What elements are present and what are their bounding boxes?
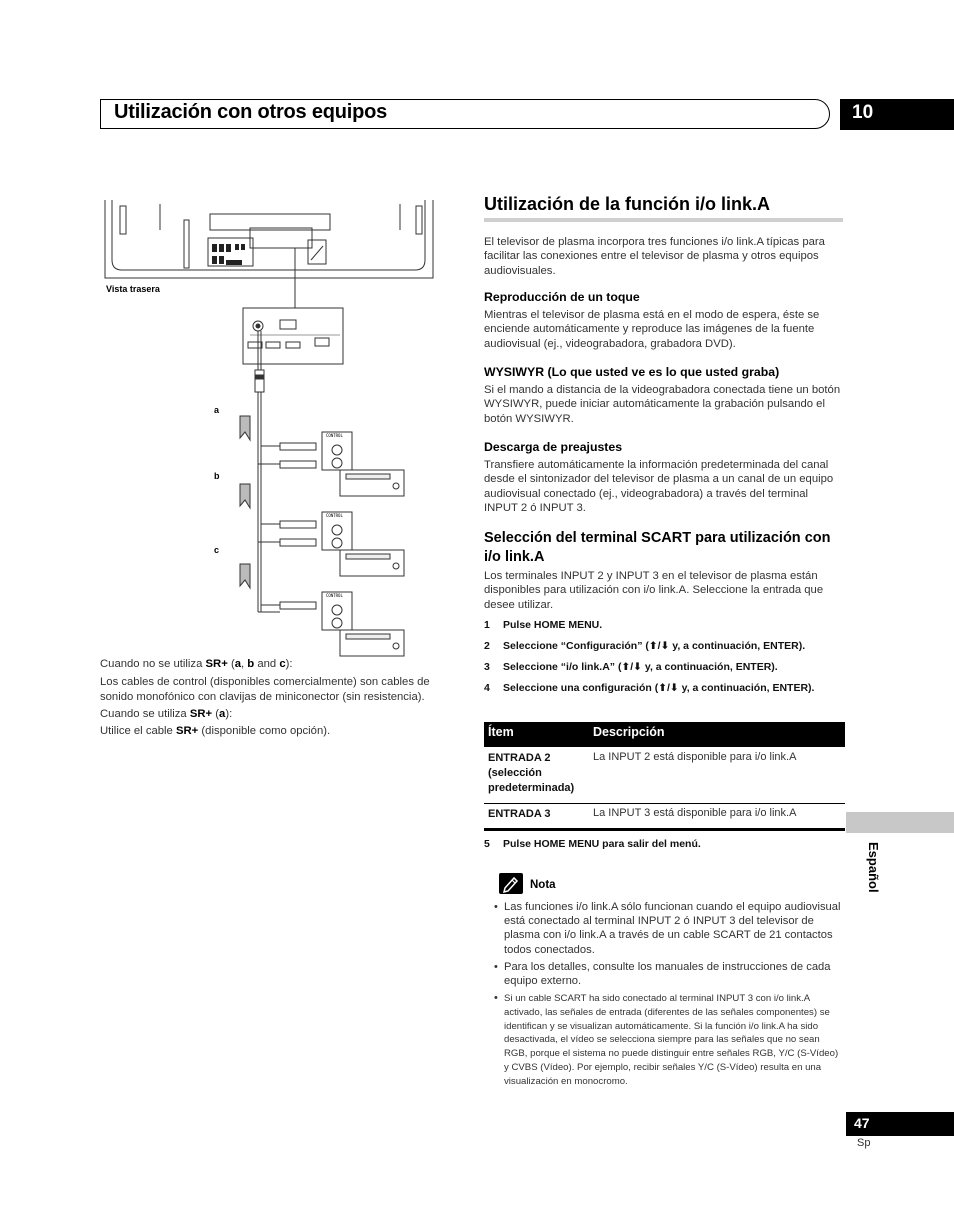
heading-scart-selection: Selección del terminal SCART para utilización con i/o link.A — [484, 530, 831, 565]
language-code: Sp — [857, 1137, 871, 1149]
table-row-2-desc: La INPUT 3 está disponible para i/o link.A — [593, 807, 797, 819]
tv-connectors — [212, 244, 245, 265]
pencil-icon — [499, 873, 523, 894]
chapter-title: Utilización con otros equipos — [114, 101, 388, 123]
table-header-item: Ítem — [488, 725, 514, 739]
bullet-dot: • — [494, 992, 498, 1004]
branch-a — [240, 416, 316, 468]
label-a: a — [214, 405, 220, 415]
label-c: c — [214, 545, 220, 555]
step-4: 4 Seleccione una configuración (⬆/⬇ y, a continuación, ENTER). — [484, 682, 815, 694]
rear-view-label: Vista trasera — [106, 284, 160, 294]
tv-rear-panel — [105, 200, 433, 278]
table-bottom-rule — [484, 828, 845, 831]
av-device-3 — [322, 592, 404, 656]
branch-c — [240, 564, 316, 612]
table-row-2-item: ENTRADA 3 — [488, 808, 551, 820]
step-5: 5 Pulse HOME MENU para salir del menú. — [484, 838, 701, 850]
note-bullet-3: Si un cable SCART ha sido conectado al terminal INPUT 3 con i/o link.A activado, las señales de entrada (diferentes de las señales componentes) se identifican y se visualizan automáticamente. Si la función i/o link.A ha sido desactivada, el vídeo se selecciona siempre para las señales que no sean RGB, porque el sistema no puede distinguir entre señales RGB, Y/C (S-Vídeo) y CVBS (Vídeo). Por ejemplo, recibir señales Y/C (S-Vídeo) resulta en una visualización en monocromo. — [504, 993, 839, 1087]
note-no-sr: Cuando no se utiliza SR+ (a, b and c): — [100, 658, 293, 670]
table-header-description: Descripción — [593, 725, 665, 739]
control-label-3: CONTROL — [326, 593, 343, 598]
av-device-1 — [322, 432, 404, 496]
connection-diagram — [100, 200, 460, 670]
control-cable — [255, 331, 264, 612]
text-scart-selection: Los terminales INPUT 2 y INPUT 3 en el televisor de plasma están disponibles para utilización con i/o link.A. Seleccione la entrada que desee utilizar. — [484, 570, 824, 611]
heading-one-touch: Reproducción de un toque — [484, 290, 640, 304]
heading-preset-download: Descarga de preajustes — [484, 440, 623, 454]
intro-paragraph: El televisor de plasma incorpora tres funciones i/o link.A típicas para facilitar las conexiones entre el televisor de plasma y otros equipos audiovisuales. — [484, 236, 825, 277]
chapter-number: 10 — [840, 99, 954, 130]
section-title: Utilización de la función i/o link.A — [484, 194, 771, 214]
bullet-dot: • — [494, 901, 498, 913]
branch-b — [240, 484, 316, 546]
table-row-divider — [484, 803, 845, 804]
page-number: 47 — [846, 1112, 954, 1136]
control-label-1: CONTROL — [326, 433, 343, 438]
label-b: b — [214, 471, 220, 481]
step-3: 3 Seleccione “i/o link.A” (⬆/⬇ y, a continuación, ENTER). — [484, 661, 778, 673]
note-title: Nota — [530, 879, 556, 891]
text-wysiwyr: Si el mando a distancia de la videograbadora conectada tiene un botón WYSIWYR, puede iniciar automáticamente la grabación pulsando el botón WYSIWYR. — [484, 384, 841, 425]
text-one-touch: Mientras el televisor de plasma está en el modo de espera, éste se enciende automáticamente y reproduce las imágenes de la fuente audiovisual (ej., videograbadora, grabadora DVD). — [484, 309, 820, 350]
section-rule — [484, 218, 843, 222]
step-2: 2 Seleccione “Configuración” (⬆/⬇ y, a continuación, ENTER). — [484, 640, 806, 652]
note-bullet-1: Las funciones i/o link.A sólo funcionan cuando el equipo audiovisual está conectado al terminal INPUT 2 ó INPUT 3 del televisor de plasma con i/o link.A a través de un cable SCART de 21 contactos todos conectados. — [504, 901, 841, 956]
note-control-cables: Los cables de control (disponibles comercialmente) son cables de sonido monofónico con clavijas de miniconector (sin resistencia). — [100, 676, 430, 703]
heading-wysiwyr: WYSIWYR (Lo que usted ve es lo que usted graba) — [484, 365, 780, 379]
language-tab — [846, 812, 954, 833]
bullet-dot: • — [494, 961, 498, 973]
table-row-1-item: ENTRADA 2 (selección predeterminada) — [488, 752, 575, 794]
step-1: 1 Pulse HOME MENU. — [484, 619, 603, 631]
note-bullet-2: Para los detalles, consulte los manuales de instrucciones de cada equipo externo. — [504, 961, 831, 988]
text-preset-download: Transfiere automáticamente la información predeterminada del canal desde el sintonizador del televisor de plasma a un canal de un equipo audiovisual conectado (ej., videograbadora) a través del terminal INPUT 2 ó INPUT 3. — [484, 459, 834, 515]
note-use-cable: Utilice el cable SR+ (disponible como opción). — [100, 725, 331, 737]
av-device-2 — [322, 512, 404, 576]
control-label-2: CONTROL — [326, 513, 343, 518]
table-header — [484, 722, 845, 747]
note-with-sr: Cuando se utiliza SR+ (a): — [100, 708, 233, 720]
language-label: Español — [866, 842, 881, 893]
table-row-1-desc: La INPUT 2 está disponible para i/o link.A — [593, 751, 797, 763]
